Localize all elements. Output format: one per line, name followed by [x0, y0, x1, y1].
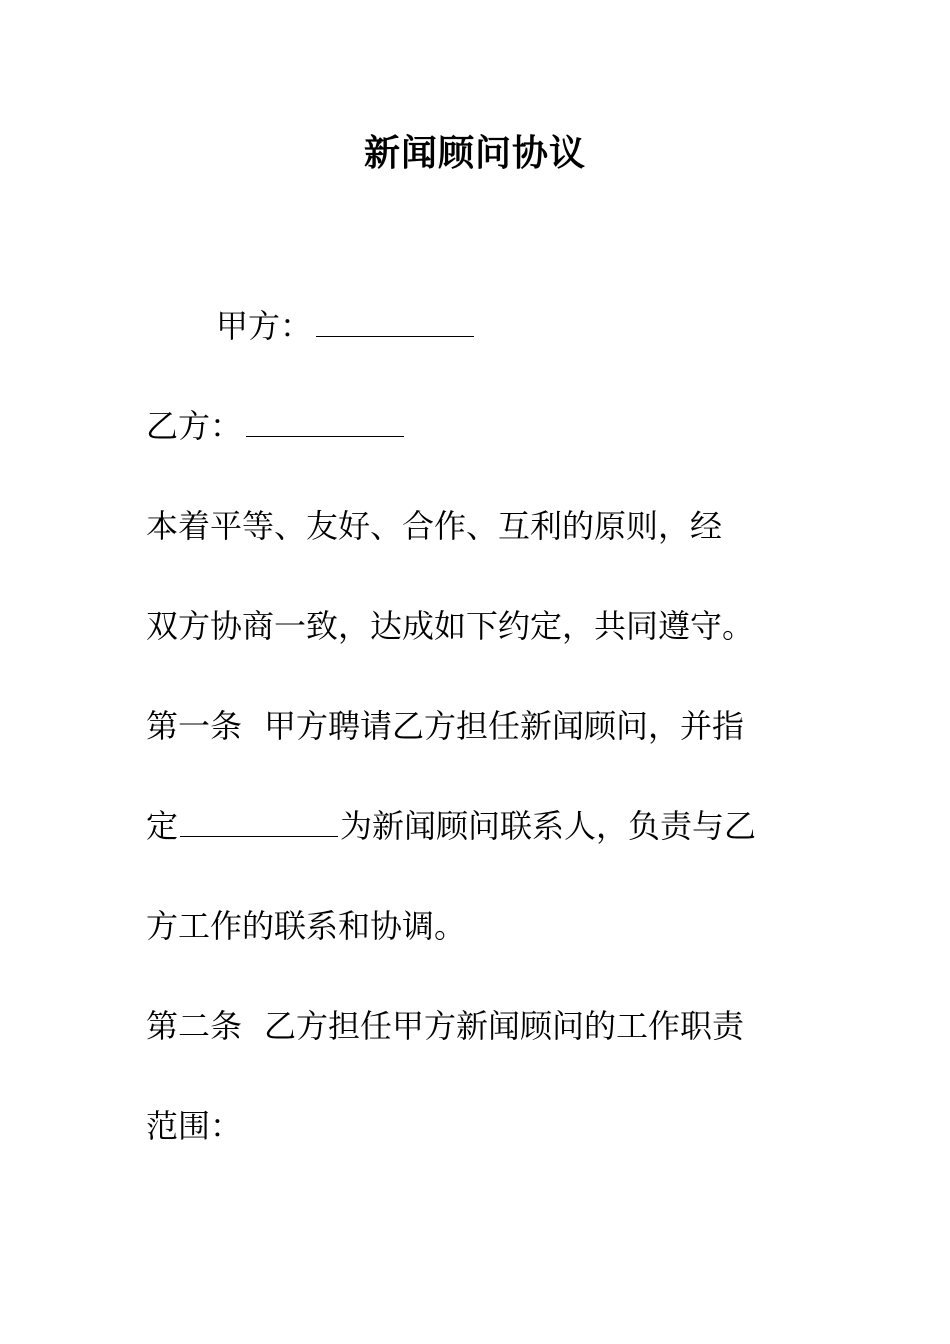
- article-2-heading: 第二条: [146, 1007, 243, 1045]
- article-1-line-3: 方工作的联系和协调。: [146, 907, 467, 945]
- party-b-line: [146, 404, 826, 448]
- document-title: 新闻顾问协议: [363, 132, 586, 174]
- article-1-line-1: [146, 704, 826, 748]
- party-b-blank: [246, 412, 404, 437]
- party-a-label: 甲方：: [216, 307, 313, 345]
- article-2-line-1: [146, 1004, 826, 1048]
- party-b-label: 乙方：: [146, 407, 243, 445]
- article-1-prefix: 定: [146, 807, 179, 845]
- article-1-line-2: [146, 804, 826, 848]
- party-a-line: [216, 304, 896, 348]
- intro-line-2: 双方协商一致，达成如下约定，共同遵守。: [146, 607, 755, 645]
- article-1-heading: 第一条: [146, 707, 243, 745]
- article-1-suffix: 为新闻顾问联系人，负责与乙: [340, 807, 757, 845]
- intro-line-1: 本着平等、友好、合作、互利的原则，经: [146, 507, 723, 545]
- contact-person-blank: [180, 812, 338, 837]
- article-1-text: 甲方聘请乙方担任新闻顾问，并指: [264, 707, 745, 745]
- article-2-line-2: 范围：: [146, 1107, 243, 1145]
- party-a-blank: [316, 312, 474, 337]
- article-2-text: 乙方担任甲方新闻顾问的工作职责: [264, 1007, 745, 1045]
